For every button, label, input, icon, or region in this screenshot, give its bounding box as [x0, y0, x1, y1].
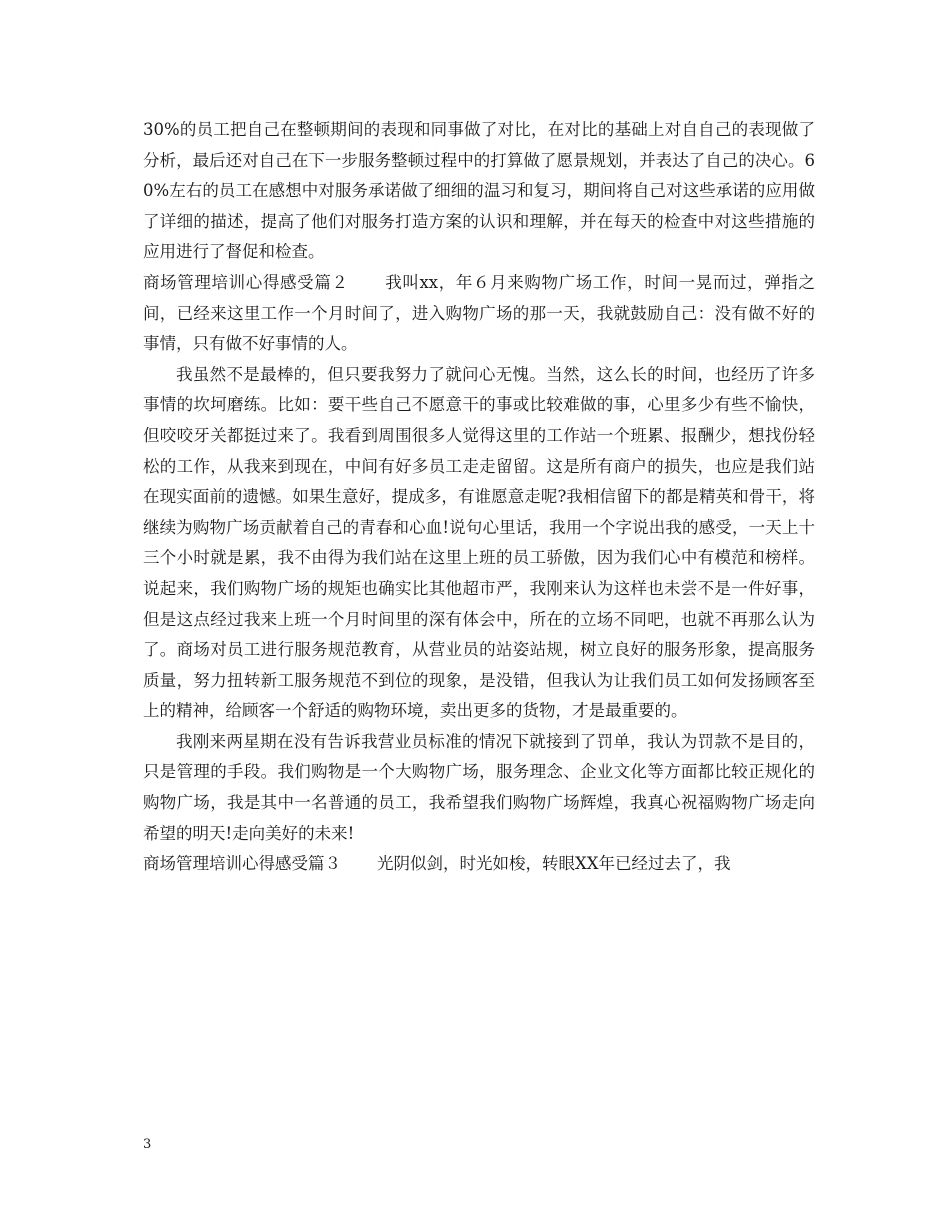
section-heading-2: 商场管理培训心得感受篇２ — [143, 272, 349, 292]
paragraph-4-text: 我刚来两星期在没有告诉我营业员标准的情况下就接到了罚单，我认为罚款不是目的，只是管理的手段。我们购物是一个大购物广场，服务理念、企业文化等方面都比较正规化的购物广场，我是其中一名普通的员工，我希望我们购物广场辉煌，我真心祝福购物广场走向希望的明天!走向美好的未来! — [143, 731, 815, 843]
paragraph-2-text: 我叫xx，年６月来购物广场工作，时间一晃而过，弹指之间，已经来这里工作一个月时间了，进入购物广场的那一天，我就鼓励自己：没有做不好的事情，只有做不好事情的人。 — [143, 272, 815, 354]
paragraph-5 — [143, 849, 815, 880]
paragraph-1-text: 30%的员工把自己在整顿期间的表现和同事做了对比，在对比的基础上对自自己的表现做了分析，最后还对自己在下一步服务整顿过程中的打算做了愿景规划，并表达了自己的决心。60%左右的员工在感想中对服务承诺做了细细的温习和复习，期间将自己对这些承诺的应用做了详细的描述，提高了他们对服务打造方案的认识和理解，并在每天的检查中对这些措施的应用进行了督促和检查。 — [143, 120, 815, 262]
paragraph-3 — [143, 360, 815, 727]
section-heading-3: 商场管理培训心得感受篇３ — [143, 854, 341, 874]
paragraph-1 — [143, 115, 815, 268]
paragraph-3-text: 我虽然不是最棒的，但只要我努力了就问心无愧。当然，这么长的时间，也经历了许多事情的坎坷磨练。比如：要干些自己不愿意干的事或比较难做的事，心里多少有些不愉快，但咬咬牙关都挺过来了。我看到周围很多人觉得这里的工作站一个班累、报酬少，想找份轻松的工作，从我来到现在，中间有好多员工走走留留。这是所有商户的损失，也应是我们站在现实面前的遗憾。如果生意好，提成多，有谁愿意走呢?我相信留下的都是精英和骨干，将继续为购物广场贡献着自己的青春和心血!说句心里话，我用一个字说出我的感受，一天上十三个小时就是累，我不由得为我们站在这里上班的员工骄傲，因为我们心中有模范和榜样。说起来，我们购物广场的规矩也确实比其他超市严，我刚来认为这样也未尝不是一件好事，但是这点经过我来上班一个月时间里的深有体会中，所在的立场不同吧，也就不再那么认为了。商场对员工进行服务规范教育，从营业员的站姿站规，树立良好的服务形象，提高服务质量，努力扭转新工服务规范不到位的现象，是没错，但我认为让我们员工如何发扬顾客至上的精神，给顾客一个舒适的购物环境，卖出更多的货物，才是最重要的。 — [143, 364, 815, 721]
page-number: 3 — [143, 1137, 152, 1152]
paragraph-4 — [143, 727, 815, 849]
paragraph-2 — [143, 268, 815, 360]
paragraph-5-text: 光阴似剑，时光如梭，转眼XX年已经过去了，我 — [377, 854, 731, 874]
document-body — [143, 115, 815, 880]
